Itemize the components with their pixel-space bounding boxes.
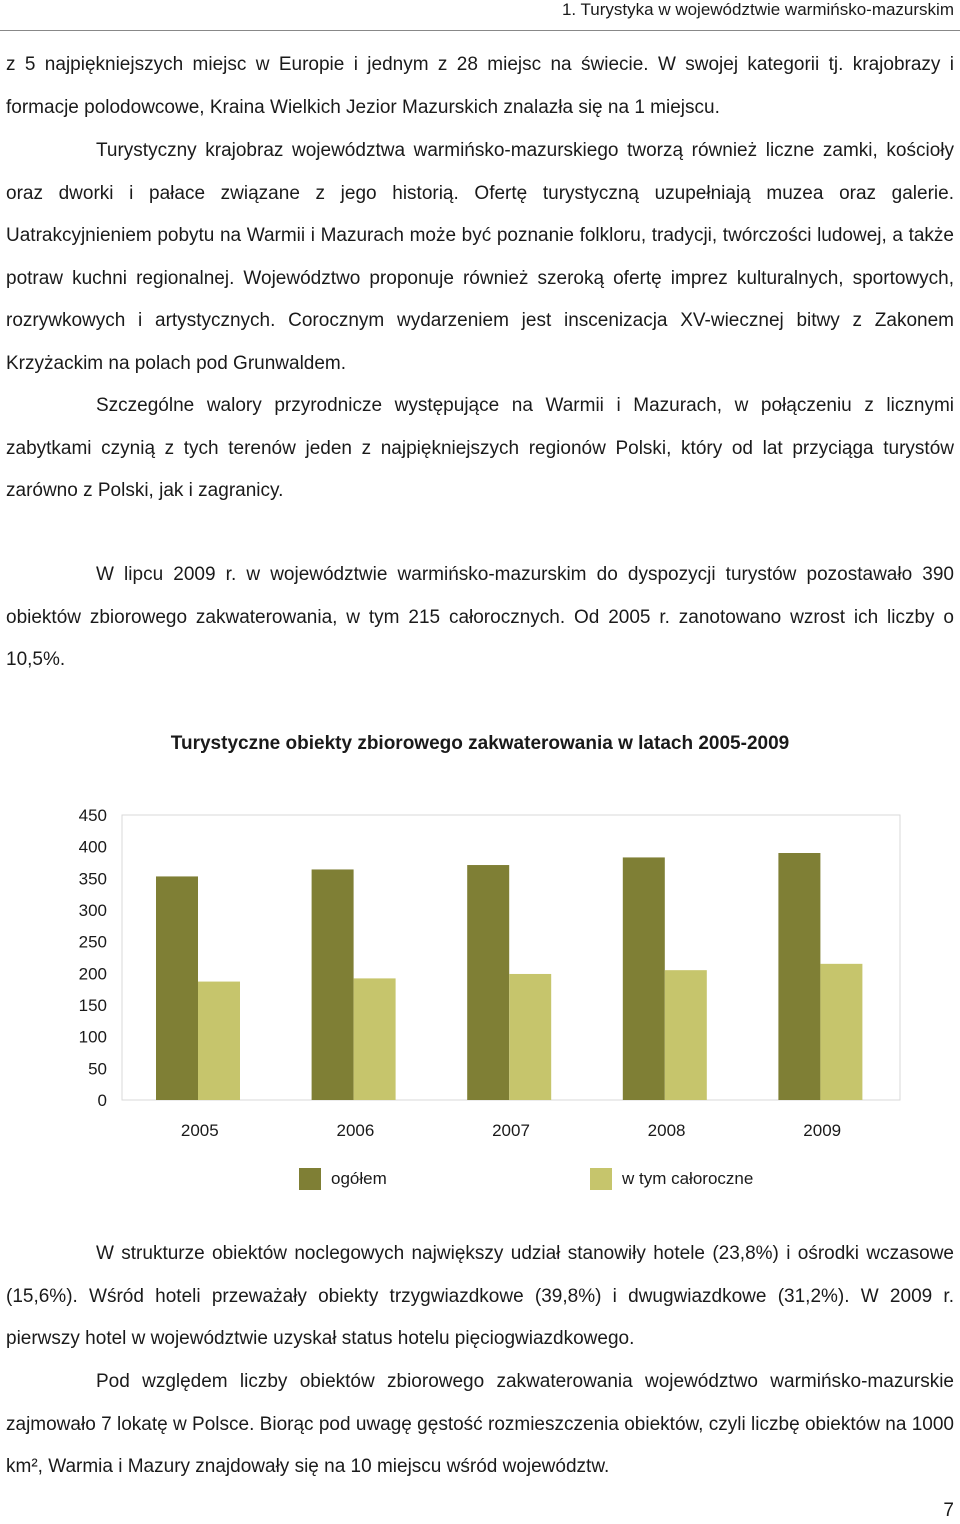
- y-tick-label: 0: [97, 1091, 107, 1110]
- paragraph-5: W strukturze obiektów noclegowych największy udział stanowiły hotele (23,8%) i ośrodki wczasowe (15,6%). Wśród hoteli przeważały obiekty trzygwiazdkowe (39,8%) i dwugwiazdkowe (31,2%). W 2009 r. pierwszy hotel w województwie uzyskał status hotelu pięciogwiazdkowego.: [6, 1243, 954, 1349]
- bar-year-round-2005: [198, 982, 240, 1100]
- x-tick-label: 2007: [492, 1121, 530, 1140]
- y-tick-label: 150: [78, 996, 107, 1015]
- x-tick-label: 2006: [336, 1121, 375, 1140]
- bar-total-2008: [623, 857, 665, 1100]
- chart-title: Turystyczne obiekty zbiorowego zakwaterowania w latach 2005-2009: [170, 733, 790, 754]
- y-tick-label: 200: [78, 964, 107, 984]
- y-tick-label: 100: [78, 1027, 107, 1047]
- x-tick-label: 2008: [647, 1121, 686, 1140]
- y-tick-label: 400: [78, 837, 107, 857]
- paragraph-6: Pod względem liczby obiektów zbiorowego zakwaterowania województwo warmińsko-mazurskie zajmowało 7 lokatę w Polsce. Biorąc pod uwagę gęstość rozmieszczenia obiektów, czyli liczbę obiektów na 1000 km², Warmia i Mazury znajdowały się na 10 miejscu wśród województw.: [6, 1371, 954, 1477]
- y-tick-label: 350: [78, 869, 107, 889]
- y-tick-label: 300: [78, 901, 107, 920]
- x-tick-label: 2005: [180, 1121, 219, 1140]
- bar-chart: [0, 795, 960, 1155]
- legend-swatch-total: [299, 1168, 321, 1190]
- paragraph-1: z 5 najpiękniejszych miejsc w Europie i jednym z 28 miejsc na świecie. W swojej kategorii tj. krajobrazy i formacje polodowcowe, Kraina Wielkich Jezior Mazurskich znalazła się na 1 miejscu.: [6, 54, 954, 118]
- bar-year-round-2008: [665, 970, 707, 1100]
- y-tick-label: 250: [78, 932, 107, 952]
- y-tick-label: 50: [88, 1059, 107, 1079]
- legend-label-total: ogółem: [331, 1169, 387, 1188]
- bar-year-round-2006: [354, 978, 396, 1100]
- bar-total-2009: [778, 853, 820, 1100]
- legend-label-year-round: w tym całoroczne: [622, 1169, 754, 1188]
- bar-year-round-2009: [820, 964, 862, 1100]
- page-number: 7: [943, 1500, 954, 1521]
- paragraph-4: W lipcu 2009 r. w województwie warmińsko-mazurskim do dyspozycji turystów pozostawało 390 obiektów zbiorowego zakwaterowania, w tym 215 całorocznych. Od 2005 r. zanotowano wzrost ich liczby o 10,5%.: [6, 564, 954, 670]
- legend-swatch-year-round: [590, 1168, 612, 1190]
- bar-total-2005: [156, 876, 198, 1100]
- bar-total-2007: [467, 865, 509, 1100]
- bar-year-round-2007: [509, 974, 551, 1100]
- paragraph-3: Szczególne walory przyrodnicze występujące na Warmii i Mazurach, w połączeniu z licznymi zabytkami czynią z tych terenów jeden z najpiękniejszych regionów Polski, który od lat przyciąga turystów zarówno z Polski, jak i zagranicy.: [6, 395, 954, 501]
- paragraph-2: Turystyczny krajobraz województwa warmińsko-mazurskiego tworzą również liczne zamki, kościoły oraz dworki i pałace związane z jego historią. Ofertę turystyczną uzupełniają muzea oraz galerie. Uatrakcyjnieniem pobytu na Warmii i Mazurach może być poznanie folkloru, tradycji, twórczości ludowej, a także potraw kuchni regionalnej. Województwo proponuje również szeroką ofertę imprez kulturalnych, sportowych, rozrywkowych i artystycznych. Corocznym wydarzeniem jest inscenizacja XV-wiecznej bitwy z Zakonem Krzyżackim na polach pod Grunwaldem.: [6, 140, 954, 374]
- header-divider: [0, 30, 960, 31]
- y-tick-label: 450: [78, 806, 107, 825]
- x-tick-label: 2009: [803, 1121, 842, 1140]
- bar-total-2006: [312, 869, 354, 1100]
- header-title: 1. Turystyka w województwie warmińsko-mazurskim: [561, 0, 954, 19]
